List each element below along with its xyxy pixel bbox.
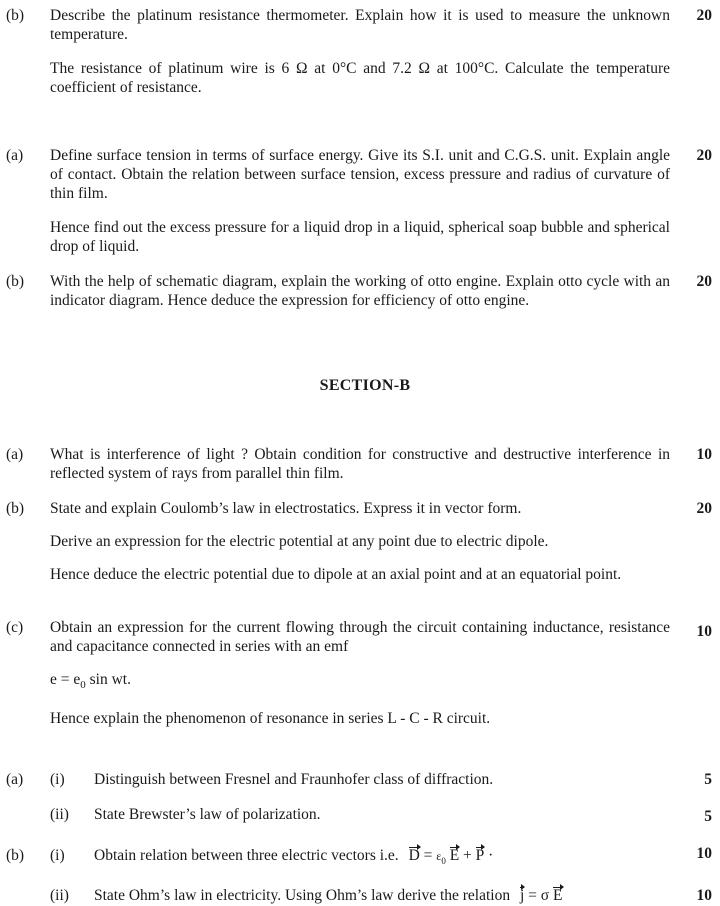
question-text <box>50 6 670 97</box>
marks: 20 <box>696 273 712 290</box>
vector-equation: j = σ E <box>519 887 563 904</box>
paragraph: What is interference of light ? Obtain condition for constructive and destructive interference in reflected system of rays from parallel thin film. <box>50 446 670 482</box>
marks: 20 <box>696 7 712 24</box>
paragraph: State and explain Coulomb’s law in electrostatics. Express it in vector form. <box>50 500 522 517</box>
sub-question-text: State Brewster’s law of polarization. <box>94 806 321 823</box>
marks: 10 <box>696 446 712 463</box>
question-label: (b) <box>6 500 25 517</box>
question-text <box>50 146 670 256</box>
sub-label: (ii) <box>50 806 69 823</box>
question-label: (a) <box>6 147 24 164</box>
question-label: (a) <box>6 446 24 463</box>
marks: 5 <box>704 808 712 825</box>
question-label: (a) <box>6 771 24 788</box>
vector-equation: $D = \varepsilon_0$ E + P · <box>408 847 494 867</box>
question-label: (b) <box>6 847 25 864</box>
equation: $e = e_0$ sin wt. <box>50 671 131 692</box>
question-text <box>50 272 670 310</box>
paragraph: Define surface tension in terms of surface energy. Give its S.I. unit and C.G.S. unit. Explain angle of contact. Obtain the relation between surface tension, excess pressure and radius of curvature of thin film. <box>50 147 670 202</box>
section-heading: SECTION-B <box>319 377 411 394</box>
sub-label: (ii) <box>50 887 69 904</box>
paragraph: Hence explain the phenomenon of resonance in series L - C - R circuit. <box>50 710 491 728</box>
paragraph: With the help of schematic diagram, explain the working of otto engine. Explain otto cycle with an indicator diagram. Hence deduce the expression for efficiency of otto engine. <box>50 273 670 309</box>
sub-question-text: Obtain relation between three electric vectors i.e. $D = \varepsilon_0$ E + P · <box>94 847 494 867</box>
marks: 20 <box>696 147 712 164</box>
sub-label: (i) <box>50 847 65 864</box>
question-label: (c) <box>6 619 24 636</box>
marks: 10 <box>696 845 712 862</box>
paragraph: Describe the platinum resistance thermometer. Explain how it is used to measure the unknown temperature. <box>50 7 670 43</box>
marks: 5 <box>704 771 712 788</box>
paragraph: Hence find out the excess pressure for a liquid drop in a liquid, spherical soap bubble and spherical drop of liquid. <box>50 219 670 255</box>
paragraph: Derive an expression for the electric potential at any point due to electric dipole. <box>50 533 549 550</box>
marks: 20 <box>696 500 712 517</box>
marks: 10 <box>696 623 712 640</box>
question-label: (b) <box>6 273 25 290</box>
question-text <box>50 618 670 728</box>
paragraph: Obtain an expression for the current flowing through the circuit containing inductance, resistance and capacitance connected in series with an emf <box>50 619 670 655</box>
question-label: (b) <box>6 7 25 24</box>
sub-question-text: State Ohm’s law in electricity. Using Ohm’s law derive the relation j = σ E <box>94 887 563 904</box>
paragraph: The resistance of platinum wire is 6 Ω at 0°C and 7.2 Ω at 100°C. Calculate the temperature coefficient of resistance. <box>50 60 670 96</box>
sub-question-text: Distinguish between Fresnel and Fraunhofer class of diffraction. <box>94 771 494 788</box>
paragraph: Hence deduce the electric potential due to dipole at an axial point and at an equatorial point. <box>50 566 622 583</box>
question-text <box>50 445 670 483</box>
marks: 10 <box>696 887 712 904</box>
sub-label: (i) <box>50 771 65 788</box>
question-text <box>50 499 670 584</box>
